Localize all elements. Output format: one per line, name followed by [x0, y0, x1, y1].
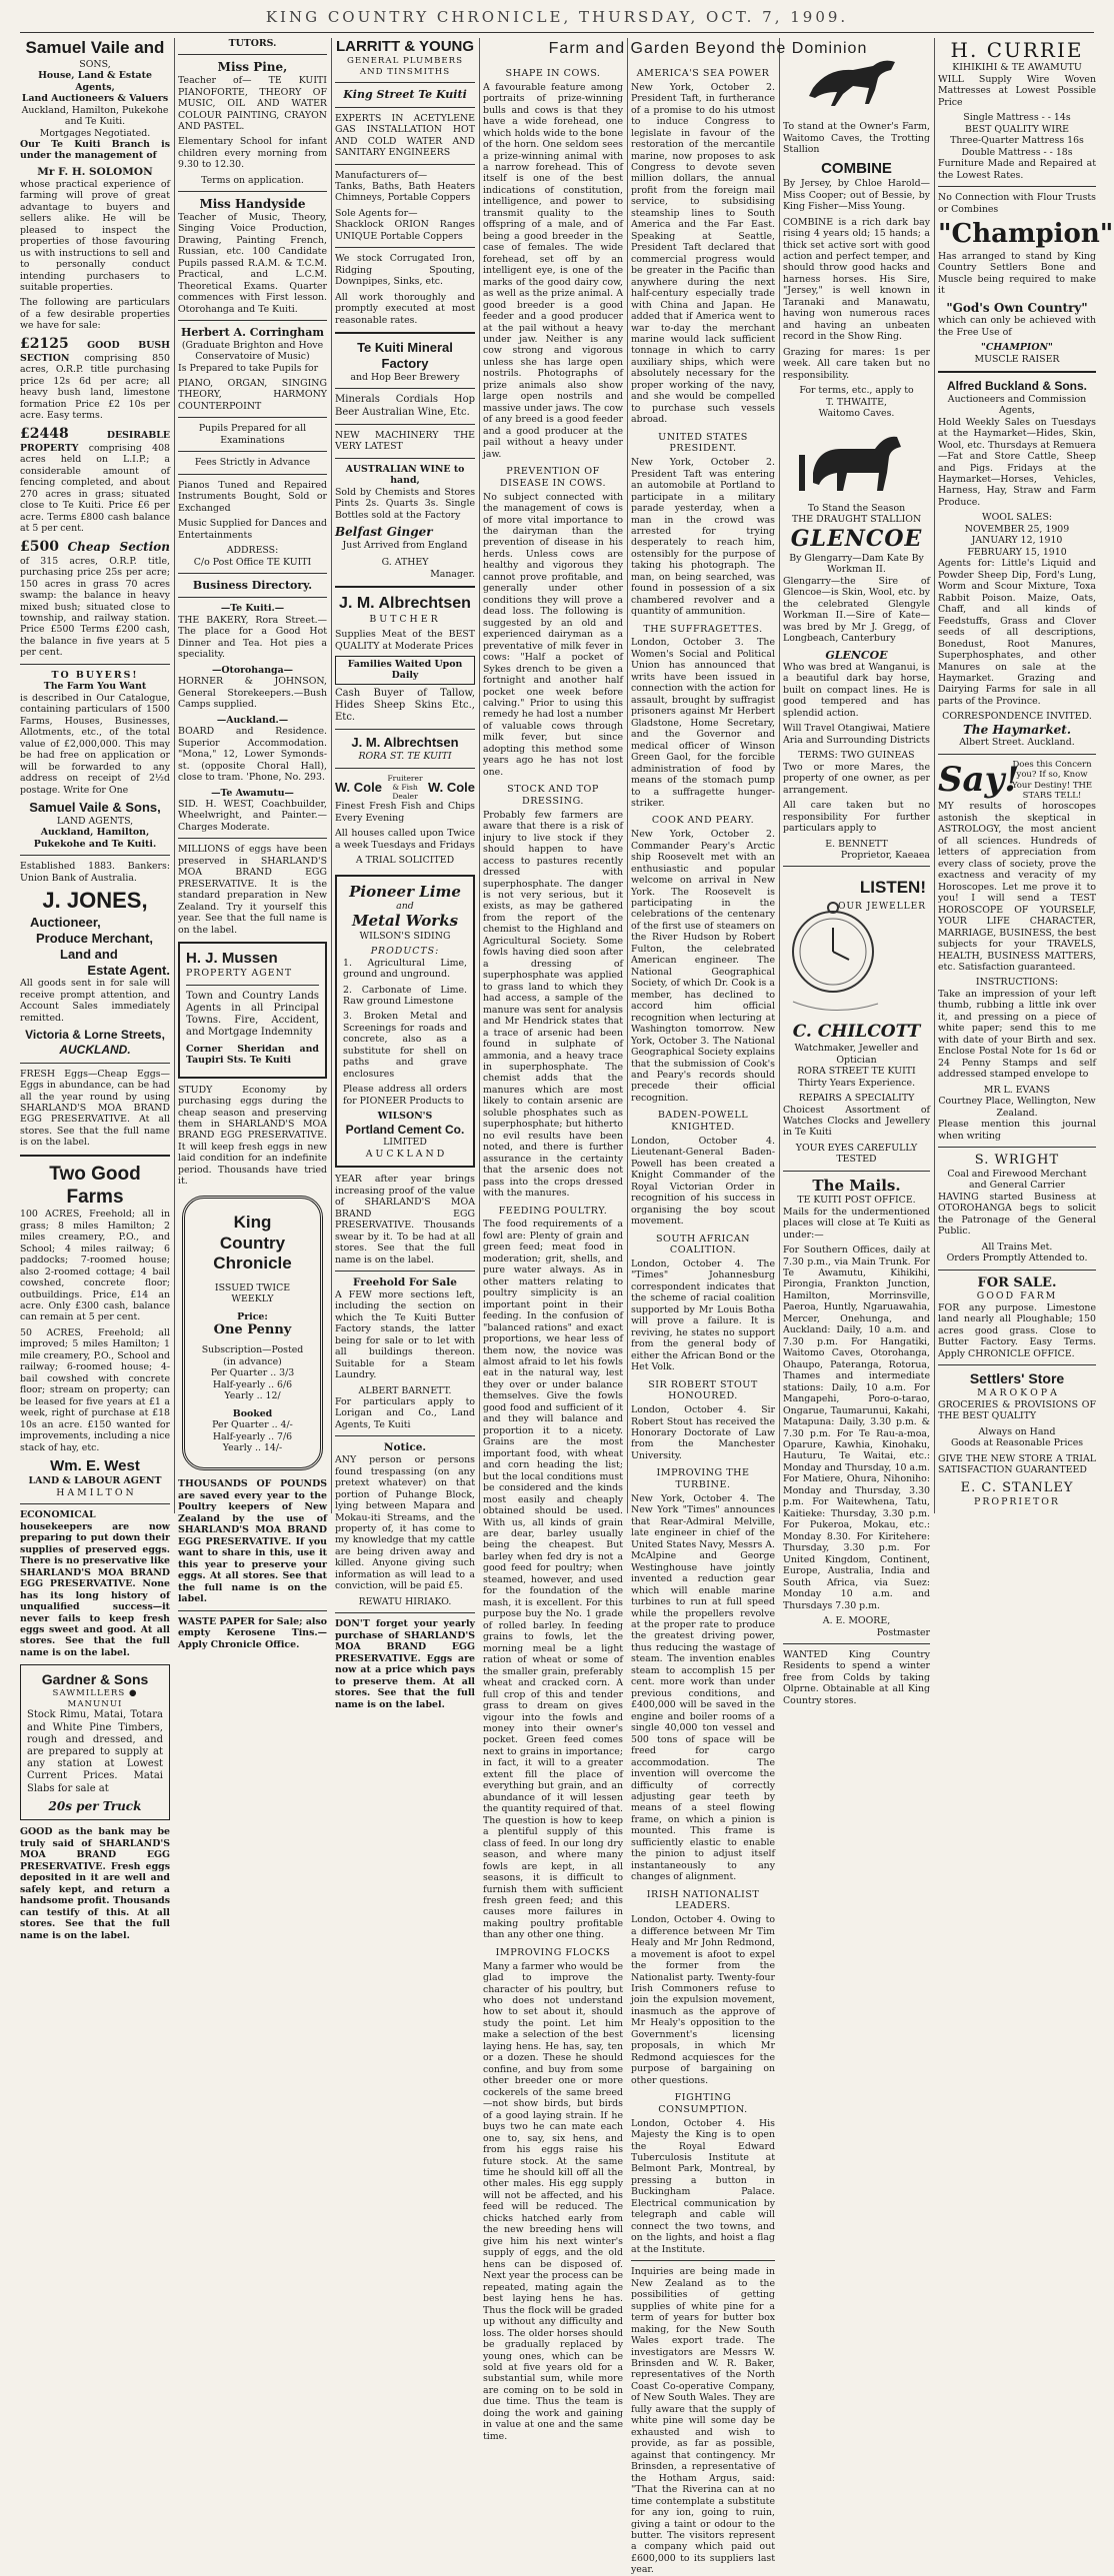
lime-products: PRODUCTS: [370, 946, 440, 958]
buyers-sub: The Farm You Want [43, 681, 147, 693]
chilcott-address: RORA STREET TE KUITI [797, 1066, 916, 1078]
column-rule [331, 38, 332, 1513]
thwaite-address: Waitomo Caves. [818, 408, 895, 420]
buyers-title: TO BUYERS! [51, 669, 139, 681]
farm-garden-banner: Farm and Garden Beyond the Dominion [548, 40, 868, 57]
headline-prevention: PREVENTION OF DISEASE IN COWS. [499, 466, 607, 489]
gardner-sub: SAWMILLERS ● MANUNUI [52, 1688, 138, 1709]
article-south-african: London, October 4. The "Times" Johannesburg correspondent indicates that the scheme of racial coalition supported by Mr Louis Botha will prove a failure. It is reviving, he states no support from the general body of either the African Bond or the Het Volk. [631, 1258, 775, 1373]
notice-body: ANY person or persons found trespassing (on any pretext whatever) on that portion of Puhange Block, lying between Mapara and Mokau-iti Streams, and the property of, it has come to my knowledge that my cattle are being driven away and killed. Anyone giving such information as will lead to a conviction, will be paid £5. [335, 1454, 475, 1592]
article-stout: London, October 4. Sir Robert Stout has received the Honorary Doctorate of Law from the Manchester University. [631, 1404, 775, 1461]
article-suffragettes: London, October 3. The Women's Social and Political Union has announced that writs have been issued in connection with the action for assault, brought by suffragist prisoners against Mr Herbert Gladstone, Home Secretary, and the Governor and medical officer of Winson Green Gaol, for the forcible administration of food by means of the stomach pump to a suffragette hunger-striker. [631, 637, 775, 809]
column-1 [20, 38, 170, 1941]
champion-2: "CHAMPION" [981, 342, 1053, 354]
gardner-body: Stock Rimu, Matai, Totara and White Pine Timbers, rough and dressed, and are prepared to supply at any station at Lowest Current Prices. Matai Slabs for sale at [27, 1709, 163, 1794]
masthead-rule [20, 32, 1094, 33]
gods-body: which can only be achieved with the Free Use of [938, 315, 1096, 338]
larritt-name: LARRITT & YOUNG [335, 38, 475, 55]
vaile2-sub: LAND AGENTS, [56, 815, 134, 827]
evans-name: MR L. EVANS [983, 1084, 1051, 1096]
property-2-price: £2448 [20, 425, 69, 442]
chronicle-posted-year: Yearly .. 12/ [224, 1390, 281, 1402]
chronicle-posted-half: Half-yearly .. 6/6 [212, 1378, 293, 1390]
buckland-agents: Agents for: Little's Liquid and Powder Sheep Dip, Ford's Lung, Worm and Scour Mixture, Toxa Rabbit Poison. Maize, Oats, Chaff, and all kinds of Feedstuffs, Grass and Clover seeds of all descriptions, Bonedust, Root Manures, Superphosphates, and other Manures on sale at the Haymarket. Grazing and Dairying Farms for sale in all parts of the Province. [938, 558, 1096, 707]
column-6 [783, 38, 930, 1706]
buckland-sub: Auctioneers and Commission Agents, [947, 393, 1087, 417]
marokopa: M A R O K O P A [977, 1387, 1057, 1399]
belfast-ginger: Belfast Ginger [335, 525, 433, 540]
chronicle-box [182, 1196, 323, 1471]
albrechtsen2-address: RORA ST. TE KUITI [358, 751, 452, 763]
cole-left: W. Cole [335, 779, 382, 795]
wright-name: S. WRIGHT [974, 1153, 1060, 1169]
currie-double: Double Mattress - - 18s [961, 146, 1073, 158]
article-irish: London, October 4. Owing to a difference between Mr Tim Healy and Mr John Redmond, a movement is afoot to expel the former from the Nationalist party. Twenty-four Irish Commoners refuse to join the expulsion movement, inasmuch as the approve of Mr Healy's opposition to the Government's licensing proposals, in which Mr Redmond acquiesces for the purpose of bargaining on other questions. [631, 1914, 775, 2086]
mineral-factory-sub: and Hop Beer Brewery [350, 371, 460, 383]
stanley-name: E. C. STANLEY [960, 1479, 1074, 1495]
vaile2-name: Samuel Vaile & Sons, [29, 800, 161, 816]
directory-otorohanga: —Otorohanga— [211, 664, 294, 676]
article-cook-peary: New York, October 2. Commander Peary's Arctic ship Roosevelt met with an enthusiastic and popular welcome on arrival in New York. The Roosevelt is participating in the celebrations of the centenary of the first use of steamers on the River Hudson by Robert Fulton, the celebrated American engineer. The National Geographical Society, of which Dr. Cook is a member, has declined to accord him official recognition when lecturing at Washington tomorrow. New York, October 3. The National Geographical Society explains that the submission of Cook's and Peary's records should precede their official recognition. [631, 829, 775, 1104]
gardner-price: 20s per Truck [48, 1798, 142, 1813]
jones-line-2: Produce Merchant, [36, 930, 154, 946]
chronicle-price-label: Price: [237, 1310, 268, 1322]
currie-three: Three-Quarter Mattress 16s [950, 135, 1084, 147]
article-white-pine: Inquiries are being made in New Zealand as to the possibilities of getting supplies of white pine for a term of years for butter box making, for the New South Wales export trade. The investigators are Messrs W. Brinsden and W. R. Baker, representatives of the North Coast Co-operative Company, of New South Wales. They are fully aware that the supply of white pine will some day be exhausted and wish to provide, as far as possible, against that contingency. Mr Brinsden, a representative of the Hotham Argus, said: "That the Riverina can at no time contemplate a substitute for any ion, going to ruin, giving a taint or odour to the butter. The visitors represent a company which paid out £600,000 to its suppliers last year. [631, 2266, 775, 2576]
chronicle-line-3: Chronicle [213, 1254, 292, 1274]
larritt-stock: We stock Corrugated Iron, Ridging Spouting, Downpipes, Sinks, etc. [335, 253, 475, 288]
lime-address: Please address all orders for PIONEER Products to [343, 1084, 467, 1107]
notice-name: REWATU HIRIAKO. [358, 1595, 452, 1607]
article-feeding-poultry: The food requirements of a fowl are: Plenty of grain and green feed; meat food in moderation; grit, shells, and pure water always. As in other matters relating to poultry simplicity is an important point in their feeding. In the confusion of "balanced rations" and exact proportions, we hear less of them now, the novice was almost afraid to let his fowls eat in the natural way, lest they over or under balance themselves. Give the fowls good food and sufficient of it and they will balance and proportion it to a nicety. Grains are the most important food, with wheat and corn heading the list; but the local conditions must be considered and the kinds most easily and cheaply obtained should be used. With us, all kinds of grain are dear, barley usually being the cheapest. But barley when fed dry is not a good feed for poultry; when steamed, however, and used for the foundation of the mash, it is excellent. For this purpose buy the No. 1 grade of rolled barley. In feeding grains to fowls, let the morning meal be a light ration of wheat or some of the smaller grain, preferably wheat and cracked corn. A full crop of this and tender grass to dream on gives vigour into the fowls and money into their owner's pocket. Green feed comes next to grains in importance; in fact, it will to a greater extent fill the place of everything but grain, and an abundance of it will lessen the quantity required of that. The question is how to keep a plentiful supply of this class of feed. In our long dry season, and where many fowls are kept, in all seasons, it is difficult to furnish them with sufficient fresh green feed; and this causes more failures in making poultry profitable than any other one thing. [483, 1219, 623, 1941]
reasonable-prices: Goods at Reasonable Prices [950, 1437, 1084, 1449]
eggs-ad-1: FRESH Eggs—Cheap Eggs—Eggs in abundance, can be had all the year round by using SHARLAND'S MOA BRAND EGG PRESERVATIVE. At all stores. See that the full name is on the label. [20, 1068, 170, 1149]
column-4 [483, 62, 623, 2442]
buyers-body: is described in Our Catalogue, containing particulars of 1500 Farms, Houses, Businesses, Allotments, etc., of the total value of £2,000,000. This may be had free on application or will be forwarded to any address on receipt of 2½d postage. Write for One [20, 692, 170, 796]
pine-name: Miss Pine, [217, 60, 288, 75]
mails-postmaster: A. E. MOORE, [822, 1615, 891, 1627]
headline-stock: STOCK AND TOP DRESSING. [507, 784, 599, 807]
bennett-title: Proprietor, Kaeaea [840, 849, 930, 861]
corringham-name: Herbert A. Corringham [180, 326, 325, 340]
combine-terms: For terms, etc., apply to [799, 385, 914, 397]
column-2 [178, 38, 328, 1650]
chronicle-posted-quarter: Per Quarter .. 3/3 [210, 1367, 295, 1379]
property-1-title: GOOD BUSH SECTION [20, 339, 170, 364]
west-town: H A M I L T O N [56, 1486, 134, 1498]
gardner-name: Gardner & Sons [41, 1671, 149, 1688]
chilcott-sub: Watchmaker, Jeweller and Optician [794, 1043, 919, 1066]
corringham-sub: (Graduate Brighton and Hove Conservatoire of Music) [181, 339, 324, 363]
corringham-address-label: ADDRESS: [226, 545, 279, 557]
lime-auckland: A U C K L A N D [365, 1148, 445, 1160]
farms-title: Two Good Farms [49, 1163, 141, 1209]
freehold-name: ALBERT BARNETT. [358, 1384, 452, 1396]
mineral-factory-new: NEW MACHINERY THE VERY LATEST [335, 429, 475, 453]
headline-turbine: IMPROVING THE TURBINE. [656, 1467, 750, 1491]
combine-body: COMBINE is a rich dark bay rising 4 years old; 15 hands; a thick set active sort with good action and perfect temper, and should throw good hacks and harness horses. His Sire, "Jersey," is well known in Taranaki and Manawatu, having won numerous races and having an unbeaten record in the Show Ring. [783, 216, 930, 343]
larritt-agents: Sole Agents for— [335, 207, 418, 219]
albrechtsen-body: Supplies Meat of the BEST QUALITY at Moderate Prices [335, 629, 475, 652]
wool-sales-november: NOVEMBER 25, 1909 [964, 523, 1070, 535]
instructions-body: Take an impression of your left thumb, rubbing a little ink over it, and pressing on a piece of white paper; send this to me with date of your Birth and sex. Enclose Postal Note for 1s 6d or 24 Penny Stamps and self addressed stamped envelope to [938, 988, 1096, 1081]
haymarket-title: The Haymarket. [962, 722, 1072, 737]
directory-te-kuiti: —Te Kuiti.— [220, 603, 285, 615]
property-3-body: of 315 acres, O.R.P. title, purchasing price 25s per acre; 150 acres in grass 70 acres swamp: the balance in heavy mixed bush; situated close to township, and railway station. Price £500 Terms £200 cash, the balance in five years at 5 per cent. [20, 555, 170, 659]
mineral-factory-line: Minerals Cordials Hop Beer Australian Wine, Etc. [335, 394, 475, 418]
albrechtsen2-name: J. M. Albrechtsen [351, 735, 459, 751]
lime-title-2: Metal Works [351, 912, 459, 931]
say-heading: Say! [938, 759, 1020, 800]
headline-consumption: FIGHTING CONSUMPTION. [658, 2092, 748, 2115]
jones-city: AUCKLAND. [59, 1042, 131, 1057]
property-1-body: comprising 850 acres, O.R.P. title purchasing price 12s 6d per acre; all heavy bush land, limestone formation Price £2 10s per acre. Easy terms. [20, 352, 170, 422]
jeweller-illustration [783, 872, 930, 1022]
eggs-ad-2: ECONOMICAL housekeepers are now preparing to put down their supplies of preserved eggs. There is no preservative like SHARLAND'S MOA BRAND EGG PRESERVATIVE. None has its long history of unqualified success—it never fails to keep fresh eggs sweet and good. At all stores. See that the full name is on the label. [20, 1509, 170, 1658]
headline-shape-in-cows: SHAPE IN COWS. [505, 68, 601, 79]
chronicle-price: One Penny [213, 1322, 292, 1338]
combine-name: COMBINE [821, 159, 892, 177]
tutors-heading: TUTORS. [228, 38, 277, 49]
chronicle-line-2: Country [219, 1233, 286, 1253]
wool-sales-february: FEBRUARY 15, 1910 [967, 546, 1067, 558]
albrechtsen-families: Families Waited Upon Daily [335, 656, 475, 685]
groceries: GROCERIES & PROVISIONS OF THE BEST QUALITY [938, 1398, 1096, 1422]
article-consumption: London, October 4. His Majesty the King is to open the Royal Edward Tuberculosis Institute at Belmont Park, Montreal, by pressing a button in Buckingham Palace. Electrical communication by telegraph and cable will connect the two towns, and on the lights, and hoist a flag at the Institute. [631, 2117, 775, 2255]
mineral-factory-wine: AUSTRALIAN WINE to hand, [345, 463, 465, 487]
glencoe-name: GLENCOE [790, 525, 923, 552]
instructions-title: INSTRUCTIONS: [975, 977, 1059, 989]
vaile-intro: The following are particulars of a few desirable properties we have for sale: [20, 297, 170, 332]
column-rule [934, 38, 935, 1513]
cole-body: Finest Fresh Fish and Chips Every Evening [335, 801, 475, 824]
jones-line-3: Land and [60, 946, 118, 962]
muscle-raiser: MUSCLE RAISER [974, 353, 1060, 365]
vaile-manager: Mr F. H. SOLOMON [37, 165, 153, 178]
headline-feeding-poultry: FEEDING POULTRY. [498, 1205, 608, 1217]
wool-sales-title: WOOL SALES: [981, 512, 1053, 524]
farm-1: 100 ACRES, Freehold; all in grass; 8 miles Hamilton; 2 miles creamery, P.O., and School; 4 miles railway; 6 paddocks; 7-roomed house; also 2-roomed cottage; 4 bail cowshed, concrete floor; outbuildings. Price, £14 an acre. Only £300 cash, balance can remain at 5 per cent. [20, 1209, 170, 1323]
jones-name: J. JONES, [42, 888, 148, 914]
chronicle-posted: Subscription—Posted [201, 1344, 304, 1356]
established: Established 1883. Bankers: Union Bank of Australia. [20, 861, 170, 884]
always-on-hand: Always on Hand [978, 1425, 1056, 1437]
chronicle-booked-half: Half-yearly .. 7/6 [212, 1430, 293, 1442]
freehold-title: Freehold For Sale [353, 1276, 457, 1288]
directory-bakery: THE BAKERY, Rora Street.—The place for a Good Hot Dinner and Tea. Hot pies a speciality. [178, 614, 327, 661]
jones-line-1: Auctioneer, [30, 915, 101, 931]
mails-postmaster-title: Postmaster [876, 1626, 930, 1638]
headline-baden-powell: BADEN-POWELL KNIGHTED. [657, 1110, 749, 1134]
property-2-title: DESIRABLE PROPERTY [20, 429, 170, 454]
jones-line-4: Estate Agent. [87, 962, 170, 978]
thwaite-name: T. THWAITE, [826, 396, 887, 408]
millions-ad: MILLIONS of eggs have been preserved in SHARLAND'S MOA BRAND EGG PRESERVATIVE. It is the standard preparation in New Zealand. Try it yourself this year. See that the full name is on the label. [178, 844, 327, 936]
headline-stout: SIR ROBERT STOUT HONOURED. [648, 1378, 758, 1402]
chronicle-issued: ISSUED TWICE WEEKLY [214, 1283, 291, 1305]
say-body: MY results of horoscopes astonish the skeptical in ASTROLOGY, the most ancient of all sciences. Hundreds of letters of appreciation from every class of society, prove the exactness and veracity of my Horoscopes. Let me prove it to you! I will send a TEST HOROSCOPE OF YOURSELF, YOUR LIFE CHARACTER, MARRIAGE, BUSINESS, the best subjects for your TRAVELS, HEALTH, BUSINESS MATTERS, etc. Satisfaction guaranteed. [938, 801, 1096, 973]
mussen-name: H. J. Mussen [186, 950, 278, 968]
wanted-ad: WANTED King Country Residents to spend a winter free from Colds by taking Olprne. Obtainable at all King Country stores. [783, 1648, 930, 1706]
combine-sub: By Jersey, by Chloe Harold—Miss Cooper; out of Bessie, by King Fisher—Miss Young. [783, 178, 930, 213]
masthead: KING COUNTRY CHRONICLE, THURSDAY, OCT. 7, 1909. [265, 8, 849, 26]
vaile2-towns: Auckland, Hamilton, Pukekohe and Te Kuiti. [33, 827, 157, 850]
cole-right: W. Cole [428, 779, 475, 795]
evans-mention: Please mention this journal when writing [938, 1119, 1096, 1142]
athey-title: Manager. [430, 568, 475, 580]
directory-board: BOARD and Residence. Superior Accommodation. "Mona," 12, Lower Symonds-st. (opposite Choral Hall), close to tram. 'Phone, No. 293. [178, 726, 327, 784]
belfast-ginger-body: Just Arrived from England [342, 539, 468, 551]
property-1-price: £2125 [20, 335, 69, 352]
corringham-fees: Fees Strictly in Advance [194, 457, 311, 469]
athey-name: G. ATHEY [381, 557, 429, 569]
albrechtsen-sub: BUTCHER [369, 613, 441, 625]
buckland-correspondence: CORRESPONDENCE INVITED. [942, 711, 1092, 723]
article-sea-power: New York, October 2. President Taft, in furtherance of a promise to do his utmost to induce Congress to legislate in favour of the restoration of the mercantile marine, now proposes to ask Congress to devote seven million dollars, the annual profit from the foreign mail service, to subsidising steamship lines to South America and the Far East. Speaking at Seattle, President Taft declared that commercial progress would be greater in the Pacific than anywhere during the next half-century especially trade with China and Japan. He added that if America went to war to-day the merchant marine would lack sufficient tonnage in which to carry auxiliary ships, which were absolutely necessary for the proper working of the navy, and she would be compelled to purchase such vessels abroad. [631, 81, 775, 426]
glencoe-by: By Glengarry—Dam Kate By Workman II. [789, 552, 924, 576]
corringham-exams: Pupils Prepared for all Examinations [198, 423, 307, 446]
vaile-auctioneers: Land Auctioneers & Valuers [21, 93, 169, 105]
good-farm-title: GOOD FARM [976, 1290, 1058, 1302]
lime-product-1: 1. Agricultural Lime, ground and unground. [343, 957, 467, 981]
evans-address: Courtney Place, Wellington, New Zealand. [938, 1096, 1096, 1119]
headline-suffragettes: THE SUFFRAGETTES. [643, 623, 763, 635]
larritt-agents-list: Shacklock ORION Ranges UNIQUE Portable Coppers [335, 219, 475, 242]
pine-body: Teacher of— TE KUITI PIANOFORTE, THEORY OF MUSIC, OIL AND WATER COLOUR PAINTING, CRAYON AND PASTEL. [178, 75, 327, 132]
chilcott-eyes: YOUR EYES CAREFULLY TESTED [795, 1142, 918, 1166]
larritt-work: All work thoroughly and promptly executed at most reasonable rates. [335, 291, 475, 326]
column-rule [779, 38, 780, 1513]
freehold-apply: For particulars apply to Lorigan and Co., Land Agents, Te Kuiti [335, 1395, 475, 1430]
handyside-name: Miss Handyside [199, 197, 306, 212]
directory-auckland: —Auckland.— [216, 714, 289, 726]
larritt-manufacturers: Manufacturers of— [335, 169, 428, 181]
pine-terms: Terms on application. [201, 174, 304, 186]
glencoe-pedigree: Glengarry—the Sire of Glencoe—is Skin, Wool, etc. by the celebrated Glengyle Workman II.—Sire of Kate—was bred by Mr J. Gregg, of Longbeach, Canterbury [783, 575, 930, 645]
headline-cook-peary: COOK AND PEARY. [651, 815, 755, 827]
currie-single: Single Mattress - - 14s [963, 112, 1071, 124]
column-rule [174, 38, 175, 1513]
jones-address: Victoria & Lorne Streets, [25, 1028, 165, 1043]
champion-title: "Champion" [938, 219, 1114, 250]
directory-west: SID. H. WEST, Coachbuilder, Wheelwright, and Painter.—Charges Moderate. [178, 798, 327, 833]
glencoe-terms: TERMS: TWO GUINEAS [798, 750, 915, 762]
chilcott-name: C. CHILCOTT [792, 1022, 921, 1043]
buckland-name: Alfred Buckland & Sons. [946, 379, 1088, 394]
cole-houses: All houses called upon Twice a week Tuesdays and Fridays [335, 828, 475, 851]
property-2-body: comprising 408 acres held on L.I.P.; a considerable amount of fencing completed, and about 270 acres in grass; situated close to Te Kuiti. Price £6 per acre. Terms £800 cash balance at 5 per cent. [20, 442, 170, 535]
waste-paper-ad: WASTE PAPER for Sale; also empty Kerosene Tins.—Apply Chronicle Office. [178, 1615, 328, 1650]
larritt-manufacturers-list: Tanks, Baths, Bath Heaters Chimneys, Portable Coppers [335, 181, 475, 204]
vaile-towns: Auckland, Hamilton, Pukekohe and Te Kuiti. [21, 104, 169, 128]
glencoe-mares: Two or more Mares, the property of one owner, as per arrangement. [783, 761, 930, 796]
lime-siding: WILSON'S SIDING [359, 930, 451, 942]
mussen-address: Corner Sheridan and Taupiri Sts. Te Kuiti [186, 1043, 319, 1067]
study-ad: STUDY Economy by purchasing eggs during the cheap season and preserving them in SHARLAND'S MOA BRAND EGG PRESERVATIVE. It will keep fresh eggs in new laid condition for an indefinite period. Thousands have tried it. [178, 1084, 327, 1188]
notice-title: Notice. [383, 1441, 427, 1454]
headline-improving-flocks: IMPROVING FLOCKS [495, 1946, 611, 1958]
wright-trains: All Trains Met. [981, 1241, 1053, 1253]
directory-te-awamutu: —Te Awamutu— [211, 787, 294, 799]
farm-2: 50 ACRES, Freehold; all improved; 5 miles Hamilton; 1 mile creamery, P.O., School and railway; 6-roomed house; 4-bail cowshed with concrete floor; stream on property; can be leased for five years at £1 a week, right of purchase at £18 10s an acre. £150 wanted for improvements, including a nice stack of hay, etc. [20, 1326, 170, 1453]
property-3-price: £500 [20, 538, 59, 555]
champion-body: Has arranged to stand by King Country Settlers Bone and Muscle being required to make it [938, 250, 1096, 297]
glencoe-care: All care taken but no responsibility For further particulars apply to [783, 800, 930, 835]
combine-stand: To stand at the Owner's Farm, Waitomo Caves, the Trotting Stallion [783, 121, 930, 156]
currie-supply: WILL Supply Wire Woven Mattresses at Lowest Possible Price [938, 73, 1096, 108]
albrechtsen-name: J. M. Albrechtsen [339, 595, 471, 613]
draught-horse-illustration [783, 420, 930, 500]
stanley-proprietor: PROPRIETOR [974, 1495, 1060, 1507]
corringham-address: C/o Post Office TE KUITI [193, 556, 312, 568]
article-prevention: No subject connected with the management of cows is of more vital importance to the dairyman than the prevention of disease in his herds. Unless cows are healthy and vigorous they cannot prove profitable, and generally under other conditions they will prove a dead loss. The following is suggested by an old and experienced dairyman as a preventative of milk fever in cows: "Half a pocket of Sykes drench to be given a fortnight and another half pocket one week before calving." Prior to using this remedy he had lost a number of valuable cows through milk fever, but since adopting this method some years ago he has not lost one. [483, 491, 623, 778]
glencoe-name-2: GLENCOE [825, 648, 888, 662]
lime-and: and [396, 900, 414, 912]
dont-forget-ad: DON'T forget your yearly purchase of SHARLAND'S MOA BRAND EGG PRESERVATIVE. Eggs are now at a price which pays to preserve them. At all stores. See that the full name is on the label. [335, 1618, 475, 1710]
wright-body: HAVING started Business at OTOROHANGA begs to solicit the Patronage of the General Public. [938, 1191, 1096, 1238]
buckland-sales: Hold Weekly Sales on Tuesdays at the Haymarket—Hides, Skin, Wool, etc. Thursdays at Remuera—Fat and Store Cattle, Sheep and Pigs. Fridays at the Haymarket—Horses, Vehicles, Harness, Hay, Straw and Farm Produce. [938, 416, 1096, 508]
pine-school: Elementary School for infant children every morning from 9.30 to 12.30. [178, 136, 327, 171]
chronicle-advance: (in advance) [223, 1355, 282, 1367]
larritt-sub: GENERAL PLUMBERS AND TINSMITHS [346, 56, 464, 77]
listen-heading: LISTEN! [859, 878, 926, 898]
thousands-ad: THOUSANDS OF POUNDS are saved every year to the Poultry keepers of New Zealand by the use of SHARLAND'S MOA BRAND EGG PRESERVATIVE. If you want to share in this, use it this year to preserve your eggs. At all stores. See that the full name is on the label. [178, 1478, 327, 1605]
haymarket-address: Albert Street. Auckland. [959, 737, 1075, 749]
eggs-ad-3: GOOD as the bank may be truly said of SHARLAND'S MOA BRAND EGG PRESERVATIVE. Fresh eggs deposited in it are well and safely kept, and return a handsome profit. Thousands can testify of this. At all stores. See that the full name is on the label. [20, 1826, 170, 1941]
article-stock: Probably few farmers are aware that there is a risk of injury to live stock if they should happen to have access to pastures recently dressed with superphosphate. The danger is not very serious, but it exists, as may be gathered from the report of the chemist to the Highland and Agricultural Society. Some fowls having died soon after a dressing of superphosphate was applied to grass land to which they had access, a sample of the manure was sent for analysis and Mr Hendrick states that a trace of arsenic had been found in sulphate of ammonia, and a heavy trace in superphosphate. The chemist adds that the manures which are most likely to contain arsenic are soluble phosphates such as superphosphate; but hitherto no evil results have been noted, and there is further assurance in the certainty that the arsenic does not pass into the crops dressed with the manures. [483, 809, 623, 1200]
corringham-prepared: Is Prepared to take Pupils for [178, 362, 319, 374]
mails-intro: Mails for the undermentioned places will close at Te Kuiti as under:— [783, 1206, 930, 1241]
lime-cement: Portland Cement Co. [345, 1122, 465, 1137]
wool-sales-january: JANUARY 12, 1910 [971, 535, 1063, 547]
headline-president: UNITED STATES PRESIDENT. [658, 431, 748, 455]
mussen-body: Town and Country Lands Agents in all Principal Towns. Fire, Accident, and Mortgage Indemnity [186, 990, 319, 1039]
article-improving-flocks: Many a farmer who would be glad to improve the character of his poultry, but who does not understand how to set about it, should study the point. Let him make a selection of the best laying hens. He has, say, ten or a dozen. These he should confine, and buy from some other breeder one or more cockerels of the same breed—not show birds, but birds of a good laying strain. If he buys two he can mate each one to, say, six hens, and from his eggs raise his future stock. At the same time he should kill off all the other males. His egg supply will not be affected, and his feed will be reduced. The chicks hatched early from the new breeding hens will give him his next winter's supply of eggs, and the old hens can be disposed of. Next year the process can be repeated, mating again the best laying hens he has. Thus the flock will be graded up without any difficulty and loss. The older horses should be gradually replaced by young ones, which can be sold at five years old for a substantial sum, while more are coming on to be sold in due time. Thus the team is doing the work and gaining in value at one and the same time. [483, 1960, 623, 2442]
column-rule [627, 38, 628, 1513]
vaile-branch: Our Te Kuiti Branch is under the management of [20, 139, 170, 162]
jeweller-heading: OUR JEWELLER [838, 902, 926, 913]
chronicle-booked-year: Yearly .. 14/- [222, 1442, 283, 1454]
headline-sea-power: AMERICA'S SEA POWER [636, 68, 770, 79]
currie-name: H. CURRIE [950, 38, 1084, 62]
column-rule [479, 38, 480, 1513]
gods-own-country: "God's Own Country" [946, 300, 1088, 315]
chronicle-booked: Booked [232, 1407, 273, 1419]
property-3-title: Cheap Section [67, 539, 170, 554]
directory-title: Business Directory. [192, 579, 313, 593]
column-5 [631, 62, 776, 2576]
good-farm-body: FOR any purpose. Limestone land nearly all Ploughable; 150 acres good grass. Close to Butter Factory. Easy Terms. Apply CHRONICLE OFFICE. [938, 1301, 1096, 1359]
glencoe-draught: THE DRAUGHT STALLION [791, 514, 922, 526]
mussen-sub: PROPERTY AGENT [186, 968, 293, 980]
currie-towns: KIHIKIHI & TE AWAMUTU [952, 62, 1082, 74]
lime-wilson: WILSON'S [377, 1111, 433, 1123]
vaile-name: Samuel Vaile and [25, 38, 165, 57]
chronicle-booked-quarter: Per Quarter .. 4/- [212, 1419, 293, 1431]
directory-horner: HORNER & JOHNSON, General Storekeepers.—Bush Camps supplied. [178, 676, 327, 711]
article-turbine: New York, October 4. The New York "Times" announces that Rear-Admiral Melville, late engineer in chief of the United States Navy, Messrs A. McAlpine and George Westinghouse have jointly invented a reduction gear which will enable marine turbines to run at full speed while the propellers revolve at the proper rate to produce the greatest driving power, thus reducing the wastage of steam. The invention enables steam to accomplish 15 per cent. more work than under previous conditions, and £400,000 will be saved in the engine and boiler rooms of a single 40,000 ton vessel and 500 tons of space will be freed for cargo accommodation. The invention will overcome the difficulty of correctly adjusting gear teeth by means of a steel flowing frame, on which a pinion is mounted. This frame is sufficiently elastic to enable the pinion to adjust itself instantaneously to any changes of alignment. [631, 1492, 776, 1883]
say-concern: Does this Concern you? If so, Know Your Destiny! THE STARS TELL! [1011, 759, 1093, 802]
currie-best: BEST QUALITY WIRE [964, 123, 1070, 135]
article-baden-powell: London, October 4. Lieutenant-General Baden-Powell has been created a Knight Commander of the Royal Victorian Order in recognition of his success in organising the boy scout movement. [631, 1135, 775, 1228]
vaile-mortgages: Mortgages Negotiated. [39, 127, 151, 139]
wright-sub: Coal and Firewood Merchant and General Carrier [947, 1168, 1087, 1192]
albrechtsen-cash: Cash Buyer of Tallow, Hides Sheep Skins Etc., Etc. [335, 687, 475, 724]
glencoe-stand: To Stand the Season [807, 503, 906, 515]
vaile-body: whose practical experience of farming will prove of great advantage to buyers and sellers alike. He will be pleased to inspect the properties of those favouring us with instructions to sell and to personally conduct intending purchasers to suitable properties. [20, 178, 170, 293]
article-president: New York, October 2. President Taft was entering an automobile at Portland to participate in a military parade yesterday, when a man in the crowd was arrested for trying desperately to reach him, ostensibly for the purpose of taking his photograph. The man, on being searched, was found in possession of a six chambered revolver and a quantity of ammunition. [631, 457, 775, 618]
mails-title: The Mails. [812, 1176, 901, 1195]
vaile-sons: SONS, [79, 58, 111, 70]
cole-mid: Fruiterer & Fish Dealer [387, 773, 423, 802]
west-sub: LAND & LABOUR AGENT [28, 1475, 162, 1487]
chilcott-experience: Thirty Years Experience. [797, 1077, 916, 1089]
west-name: Wm. E. West [50, 1457, 140, 1475]
article-shape-in-cows: A favourable feature among portraits of prize-winning bulls and cows is that they have a wide forehead, one which holds wide to the bone of the horn. One seldom sees a prize-winning animal with a narrow forehead. This of itself is one of the best indications of constitution, intelligence, and power to transmit quality to the offspring of a male, and of being a good breeder in the case of females. The wide forehead, set off by an intelligent eye, is one of the marks of the good dairy cow, as well as the prize animal. A good breeder is a good feeder and a good producer at the pail without a heavy under jaw. Neither is any cow strong and vigorous unless she has large open nostrils. Photographs of prize animals also show large open nostrils and massive under jaws. The cow of any breed is a good feeder and a good producer at the pail without a heavy under jaw. [483, 81, 623, 460]
mails-sub: TE KUITI POST OFFICE. [797, 1195, 916, 1207]
freehold-body: A FEW more sections left, including the section on which the Te Kuiti Butter Factory stands, the latter being for sale or to let with all buildings thereon. Suitable for a Steam Laundry. [335, 1288, 475, 1381]
handyside-body: Teacher of Music, Theory, Singing Voice Production, Drawing, Painting French, Russian, etc. 100 Candidate Pupils passed R.A.M. & T.C.M. Practical, and L.C.M. Theoretical Exams. Quarter commences with First lesson. Otorohanga and Te Kuiti. [178, 211, 327, 315]
chilcott-choicest: Choicest Assortment of Watches Clocks and Jewellery in Te Kuiti [783, 1104, 930, 1139]
lime-product-3: 3. Broken Metal and Screenings for roads and concrete, also as a substitute for shell on paths and grave enclosures [343, 1011, 467, 1080]
mineral-factory-wine-body: Sold by Chemists and Stores Pints 2s. Quarts 3s. Single Bottles sold at the Factory [335, 486, 475, 521]
trotting-horse-illustration [783, 38, 930, 118]
headline-irish: IRISH NATIONALIST LEADERS. [646, 1888, 760, 1912]
larritt-experts: EXPERTS IN ACETYLENE GAS INSTALLATION HOT AND COLD WATER AND SANITARY ENGINEERS [335, 112, 475, 159]
year-after-ad: YEAR after year brings increasing proof of the value of SHARLAND'S MOA BRAND EGG PRESERVATIVE. Thousands swear by it. To be had at all stores. See that the full name is on the label. [335, 1174, 475, 1266]
cole-trial: A TRIAL SOLICITED [355, 855, 455, 867]
for-sale-title: FOR SALE. [977, 1275, 1057, 1290]
jones-body: All goods sent in for sale will receive prompt attention, and Account Sales immediately remitted. [20, 978, 170, 1024]
lime-title-1: Pioneer Lime [349, 882, 461, 901]
column-7 [938, 38, 1114, 1513]
vaile-trades: House, Land & Estate Agents, [38, 70, 152, 93]
combine-grazing: Grazing for mares: 1s per week. All care taken but no responsibility. [783, 346, 930, 381]
column-3 [335, 38, 475, 1710]
lime-limited: LIMITED [383, 1137, 427, 1149]
chilcott-repairs: REPAIRS A SPECIALITY [798, 1093, 915, 1105]
settlers-store: Settlers' Store [969, 1370, 1065, 1387]
no-connection: No Connection with Flour Trusts or Combines [938, 192, 1096, 215]
corringham-tuned: Pianos Tuned and Repaired Instruments Bought, Sold or Exchanged [178, 479, 327, 514]
bennett-name: E. BENNETT [825, 838, 888, 850]
mineral-factory-title: Te Kuiti Mineral Factory [357, 340, 453, 372]
give-new-store: GIVE THE NEW STORE A TRIAL SATISFACTION GUARANTEED [938, 1452, 1096, 1476]
glencoe-travel: Will Travel Otangiwai, Matiere Aria and Surrounding Districts [783, 723, 930, 746]
larritt-address: King Street Te Kuiti [343, 88, 467, 102]
wright-orders: Orders Promptly Attended to. [946, 1253, 1088, 1265]
corringham-music: Music Supplied for Dances and Entertainments [178, 518, 327, 541]
glencoe-body: Who was bred at Wanganui, is a beautiful dark bay horse, built on compact lines. He is good tempered and has splendid action. [783, 661, 930, 719]
currie-furniture: Furniture Made and Repaired at the Lowest Rates. [938, 158, 1096, 181]
chronicle-line-1: King [233, 1212, 272, 1232]
headline-south-african: SOUTH AFRICAN COALITION. [655, 1233, 751, 1257]
lime-product-2: 2. Carbonate of Lime. Raw ground Limestone [343, 984, 467, 1007]
mails-body: For Southern Offices, daily at 7.30 p.m., via Main Trunk. For Te Awamutu, Kihikihi, Pirongia, Frankton Junction, Hamilton, Morrinsville, Paeroa, Huntly, Ngaruawahia, Mercer, Onehunga, and Auckland: Daily, 10 a.m. and 7.30 p.m. For Hangatiki, Waitomo Caves, Otorohanga, Ohaupo, Pateranga, Rotorua, Thames and intermediate stations: Daily, 10 a.m. For Mangapehi, Poro-o-tarao, Ongarue, Taumarunui, Kakahi, Matapuna: Daily, 3.30 p.m. & 7.30 p.m. For Te Rau-a-moa, Oparure, Kawhia, Kinohaku, Hauturu, Te Waitai, etc.: Monday and Thursday, 10 a.m. For Matiere, Ohura, Nihoniho: Monday and Thursday, 3.30 p.m. For Waitewhena, Tatu, Kaitieke: Thursday, 3.30 p.m. For Pukeroa, Mokau, etc.: Monday 8.30. For Kiritehere: Thursday, 3.30 p.m. For United Kingdom, Continent, Europe, Australia, India and South Africa, via Suez: Monday 10 a.m. and Thursdays 7.30 p.m. [783, 1245, 930, 1611]
corringham-subjects: PIANO, ORGAN, SINGING THEORY, HARMONY COUNTERPOINT [178, 377, 327, 412]
